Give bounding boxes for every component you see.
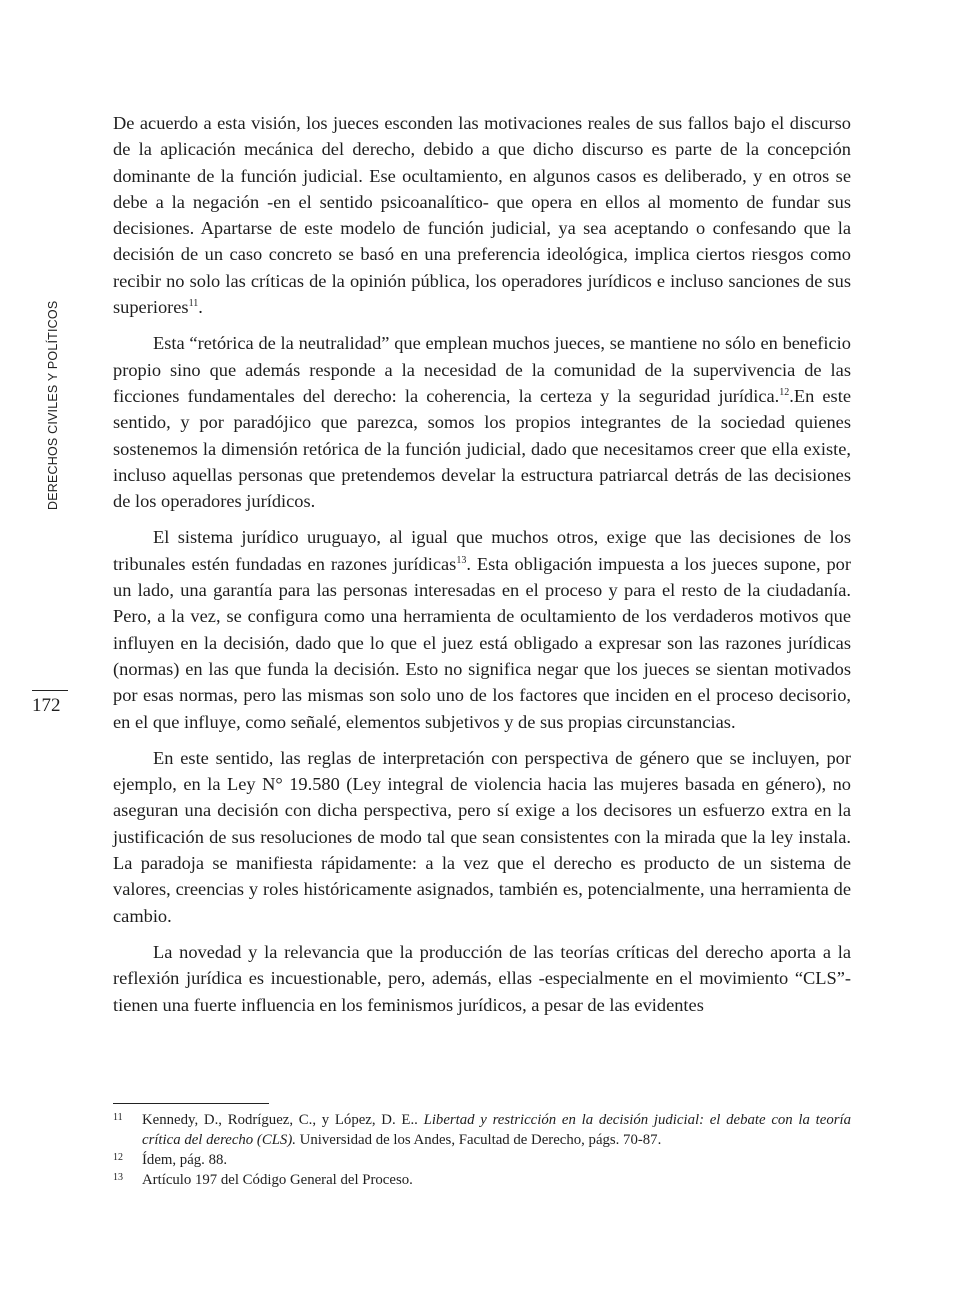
footnote-ref-11: 11	[188, 297, 199, 309]
paragraph-2-text-end: .En este sentido, y por paradójico que parezca, somos los propios integrantes de la sociedad quienes sostenemos la dimensión retórica de la función judicial, dado que necesitamos creer que ella existe, incluso aquellas personas que pretendemos develar la estructura patriarcal detrás de las decisiones de los operadores jurídicos.	[113, 385, 851, 512]
paragraph-4: En este sentido, las reglas de interpretación con perspectiva de género que se incluyen, por ejemplo, en la Ley N° 19.580 (Ley integral de violencia hacia las mujeres basada en género), no aseguran una decisión con dicha perspectiva, pero sí exige a los decisores un esfuerzo extra en la justificación de sus resoluciones de modo tal que sean consistentes con la mirada que la ley instala. La paradoja se manifiesta rápidamente: a la vez que el derecho es producto de un sistema de valores, creencias y roles históricamente asignados, también es, potencialmente, una herramienta de cambio.	[113, 747, 851, 926]
paragraph-3	[113, 524, 851, 734]
body-text	[113, 110, 851, 1028]
footnote-ref-13: 13	[456, 554, 467, 566]
page-number-rule	[32, 690, 68, 691]
footnote-text: Ídem, pág. 88.	[142, 1152, 228, 1168]
footnote-ref-12: 12	[779, 386, 790, 398]
paragraph-1	[113, 110, 851, 320]
footnote-12	[113, 1150, 851, 1170]
page-number: 172	[32, 695, 61, 716]
paragraph-2-text: Esta “retórica de la neutralidad” que emplean muchos jueces, se mantiene no sólo en beneficio propio sino que además responde a la necesidad de la comunidad de la supervivencia de las ficciones fundamentales del derecho: la coherencia, la certeza y la seguridad jurídica.	[113, 333, 851, 406]
footnote-number: 11	[113, 1112, 123, 1123]
page-number-block	[32, 690, 68, 719]
paragraph-2	[113, 330, 851, 514]
footnote-number: 13	[113, 1172, 123, 1183]
footnote-publisher: Universidad de los Andes, Facultad de Derecho, págs. 70-87.	[295, 1132, 662, 1148]
footnote-text	[142, 1110, 851, 1150]
paragraph-1-text: De acuerdo a esta visión, los jueces esconden las motivaciones reales de sus fallos bajo el discurso de la aplicación mecánica del derecho, debido a que dicho discurso es parte de la concepción dominante de la función judicial. Ese ocultamiento, en algunos casos es deliberado, y en otros se debe a la negación -en el sentido psicoanalítico- que opera en ellos al momento de fundar sus decisiones. Apartarse de este modelo de función judicial, ya sea aceptando o confesando que la decisión de un caso concreto se basó en una preferencia ideológica, implica ciertos riesgos como recibir no solo las críticas de la opinión pública, los operadores jurídicos e incluso sanciones de sus superiores	[113, 113, 851, 318]
footnote-text: Artículo 197 del Código General del Proceso.	[142, 1172, 413, 1188]
section-running-header: DERECHOS CIVILES Y POLÍTICOS	[46, 300, 60, 510]
footnote-authors: Kennedy, D., Rodríguez, C., y López, D. E..	[142, 1112, 424, 1128]
footnote-11	[113, 1110, 851, 1150]
paragraph-3-text-end: . Esta obligación impuesta a los jueces supone, por un lado, una garantía para las personas interesadas en el proceso y para el resto de la ciudadanía. Pero, a la vez, se configura como una herramienta de ocultamiento de los verdaderos motivos que influyen en la decisión, dado que lo que el juez está obligado a expresar son las razones jurídicas (normas) en las que funda la decisión. Esto no significa negar que los jueces se sientan motivados por esas normas, pero las mismas son solo uno de los factores que inciden en el proceso decisorio, en el que influye, como señalé, elementos subjetivos y de sus propias circunstancias.	[113, 553, 852, 732]
footnote-number: 12	[113, 1152, 123, 1163]
footnote-13	[113, 1170, 851, 1190]
paragraph-5: La novedad y la relevancia que la producción de las teorías críticas del derecho aporta a la reflexión jurídica es incuestionable, pero, además, ellas -especialmente en el movimiento “CLS”- tienen una fuerte influencia en los feminismos jurídicos, a pesar de las evidentes	[113, 941, 851, 1015]
footnote-book-title: Libertad y restricción en la decisión judicial: el debate con la teoría crítica del derecho (CLS).	[142, 1112, 851, 1148]
footnotes	[113, 1110, 851, 1190]
paragraph-3-text: El sistema jurídico uruguayo, al igual que muchos otros, exige que las decisiones de los tribunales estén fundadas en razones jurídicas	[113, 527, 851, 574]
paragraph-1-text-end: .	[198, 297, 203, 318]
footnote-separator	[113, 1103, 269, 1104]
